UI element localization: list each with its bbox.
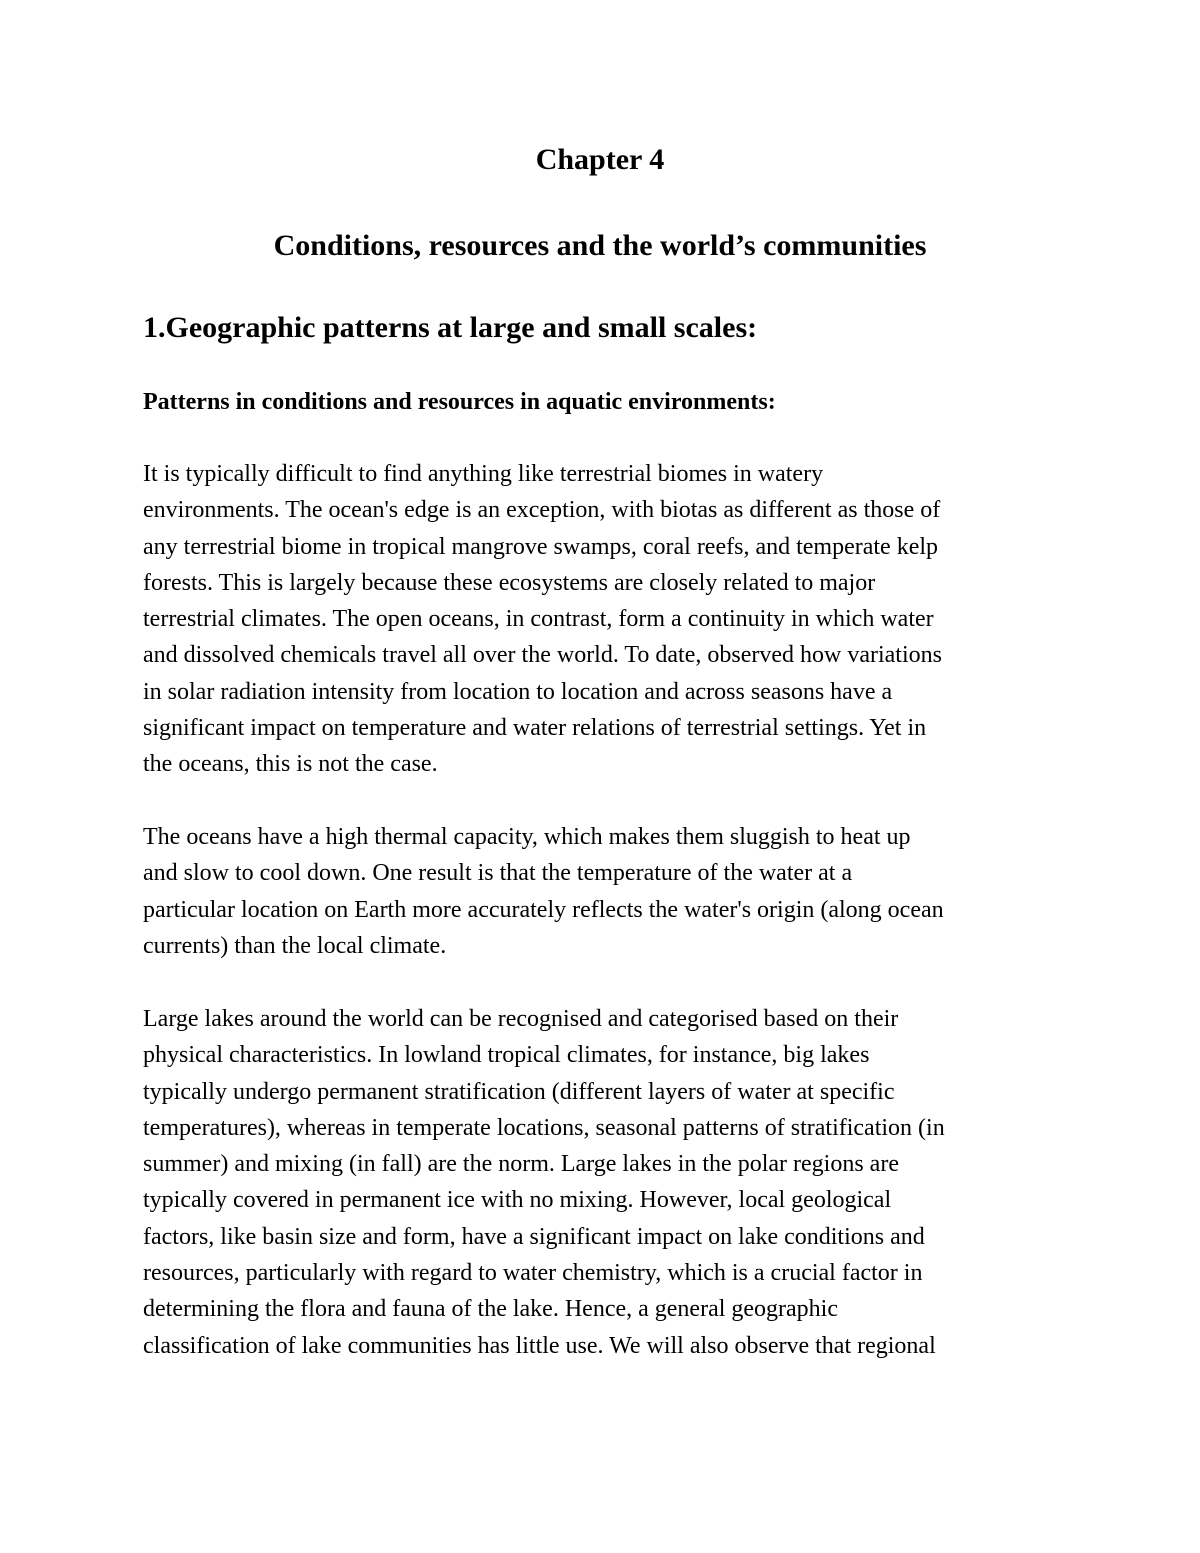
body-paragraph [143, 1001, 945, 1364]
paragraph-line: and slow to cool down. One result is that the temperature of the water at a [143, 860, 853, 887]
paragraph-line: and dissolved chemicals travel all over the world. To date, observed how variations [143, 642, 942, 669]
paragraph-line: typically covered in permanent ice with no mixing. However, local geological [143, 1187, 892, 1214]
paragraph-line: any terrestrial biome in tropical mangrove swamps, coral reefs, and temperate kelp [143, 533, 939, 560]
paragraph-line: typically undergo permanent stratification (different layers of water at specific [143, 1078, 895, 1105]
paragraph-line: environments. The ocean's edge is an exception, with biotas as different as those of [143, 497, 941, 524]
paragraph-line: forests. This is largely because these ecosystems are closely related to major [143, 569, 876, 596]
paragraph-line: the oceans, this is not the case. [143, 751, 438, 778]
paragraph-line: summer) and mixing (in fall) are the norm. Large lakes in the polar regions are [143, 1151, 899, 1178]
paragraph-line: terrestrial climates. The open oceans, in contrast, form a continuity in which water [143, 606, 934, 633]
section-heading: 1.Geographic patterns at large and small scales: [143, 311, 758, 344]
subsection-heading: Patterns in conditions and resources in aquatic environments: [143, 389, 776, 415]
paragraph-line: significant impact on temperature and water relations of terrestrial settings. Yet in [143, 715, 927, 742]
paragraph-line: particular location on Earth more accurately reflects the water's origin (along ocean [143, 896, 944, 923]
paragraph-line: physical characteristics. In lowland tropical climates, for instance, big lakes [143, 1042, 870, 1069]
chapter-subtitle: Conditions, resources and the world’s communities [273, 229, 927, 262]
paragraph-line: determining the flora and fauna of the lake. Hence, a general geographic [143, 1296, 839, 1323]
paragraph-line: resources, particularly with regard to water chemistry, which is a crucial factor in [143, 1260, 923, 1287]
paragraph-line: It is typically difficult to find anything like terrestrial biomes in watery [143, 461, 824, 487]
body-paragraph [143, 456, 942, 783]
paragraph-line: The oceans have a high thermal capacity, which makes them sluggish to heat up [143, 824, 911, 850]
paragraph-line: temperatures), whereas in temperate locations, seasonal patterns of stratification (in [143, 1114, 945, 1141]
paragraph-line: classification of lake communities has little use. We will also observe that regional [143, 1332, 936, 1359]
body-paragraph [143, 819, 944, 964]
chapter-title: Chapter 4 [535, 143, 665, 176]
paragraph-line: Large lakes around the world can be recognised and categorised based on their [143, 1006, 899, 1032]
paragraph-line: factors, like basin size and form, have a significant impact on lake conditions and [143, 1223, 925, 1250]
paragraph-line: in solar radiation intensity from location to location and across seasons have a [143, 678, 893, 705]
paragraph-line: currents) than the local climate. [143, 932, 447, 959]
